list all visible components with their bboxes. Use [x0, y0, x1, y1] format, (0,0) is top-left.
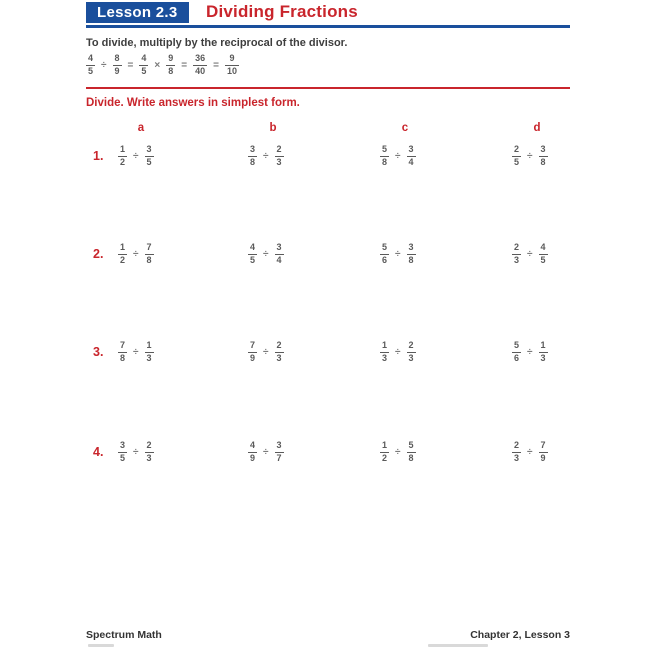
fraction-denominator: 3 [514, 255, 520, 265]
fraction [407, 341, 416, 363]
fraction-denominator: 9 [114, 66, 120, 76]
problem-3c [380, 341, 416, 363]
page-title: Dividing Fractions [206, 2, 358, 21]
problem-2d [512, 243, 548, 265]
fraction-denominator: 9 [250, 453, 256, 463]
fraction-denominator: 7 [276, 453, 282, 463]
fraction [248, 243, 257, 265]
fraction [539, 243, 548, 265]
fraction-denominator: 8 [168, 66, 174, 76]
fraction-numerator: 5 [514, 340, 520, 350]
fraction-numerator: 4 [250, 440, 256, 450]
fraction-denominator: 9 [540, 453, 546, 463]
section-divider [86, 87, 570, 89]
fraction-denominator: 3 [146, 353, 152, 363]
header-divider [86, 25, 570, 28]
fraction [512, 243, 521, 265]
fraction-numerator: 2 [408, 340, 414, 350]
fraction [145, 441, 154, 463]
fraction-denominator: 5 [120, 453, 126, 463]
instruction-text: Divide. Write answers in simplest form. [86, 97, 300, 109]
fraction-numerator: 4 [141, 53, 147, 63]
fraction [118, 441, 127, 463]
fraction-denominator: 5 [514, 157, 520, 167]
operator: ÷ [395, 150, 401, 162]
fraction-numerator: 2 [276, 144, 282, 154]
fraction-denominator: 5 [146, 157, 152, 167]
fraction-denominator: 4 [408, 157, 414, 167]
fraction-numerator: 1 [382, 340, 388, 350]
fraction [512, 341, 521, 363]
problem-4a [118, 441, 154, 463]
fraction-numerator: 7 [250, 340, 256, 350]
fraction-denominator: 3 [540, 353, 546, 363]
fraction [145, 341, 154, 363]
problem-2c [380, 243, 416, 265]
fraction [539, 145, 548, 167]
fraction-denominator: 3 [146, 453, 152, 463]
row-number: 3. [93, 345, 104, 359]
operator: ÷ [133, 346, 139, 358]
operator: ÷ [527, 248, 533, 260]
fraction-denominator: 5 [250, 255, 256, 265]
fraction [118, 341, 127, 363]
fraction [380, 145, 389, 167]
fraction-denominator: 8 [250, 157, 256, 167]
operator: ÷ [263, 346, 269, 358]
fraction-denominator: 8 [382, 157, 388, 167]
operator: ÷ [395, 248, 401, 260]
fraction-denominator: 8 [146, 255, 152, 265]
fraction-numerator: 7 [120, 340, 126, 350]
fraction-denominator: 5 [141, 66, 147, 76]
fraction-denominator: 6 [514, 353, 520, 363]
fraction-numerator: 1 [120, 242, 126, 252]
problem-4d [512, 441, 548, 463]
fraction [275, 441, 284, 463]
intro-text: To divide, multiply by the reciprocal of the divisor. [86, 37, 348, 49]
fraction [275, 341, 284, 363]
operator: ÷ [527, 446, 533, 458]
fraction [166, 54, 175, 76]
footer-chapter-label: Chapter 2, Lesson 3 [470, 629, 570, 641]
fraction-denominator: 8 [408, 255, 414, 265]
fraction [86, 54, 95, 76]
problem-4b [248, 441, 284, 463]
fraction-numerator: 7 [540, 440, 546, 450]
fraction-numerator: 3 [146, 144, 152, 154]
problem-1c [380, 145, 416, 167]
fraction-numerator: 5 [382, 242, 388, 252]
fraction-denominator: 2 [120, 255, 126, 265]
lesson-badge: Lesson 2.3 [86, 2, 189, 23]
fraction [193, 54, 207, 76]
fraction [248, 441, 257, 463]
problem-4c [380, 441, 416, 463]
fraction-numerator: 4 [250, 242, 256, 252]
fraction [380, 243, 389, 265]
fraction [118, 243, 127, 265]
column-header-b: b [269, 122, 277, 134]
fraction-numerator: 1 [120, 144, 126, 154]
fraction-denominator: 3 [276, 353, 282, 363]
operator: = [181, 59, 188, 71]
fraction-numerator: 3 [276, 440, 282, 450]
fraction-denominator: 40 [195, 66, 206, 76]
problem-3d [512, 341, 548, 363]
fraction-numerator: 3 [250, 144, 256, 154]
fraction-numerator: 4 [88, 53, 94, 63]
problem-3b [248, 341, 284, 363]
row-number: 1. [93, 149, 104, 163]
operator: × [154, 59, 161, 71]
fraction [380, 441, 389, 463]
fraction-numerator: 3 [408, 242, 414, 252]
fraction-numerator: 2 [276, 340, 282, 350]
problem-2b [248, 243, 284, 265]
fraction-denominator: 3 [276, 157, 282, 167]
fraction [512, 441, 521, 463]
fraction-denominator: 9 [250, 353, 256, 363]
fraction-denominator: 8 [540, 157, 546, 167]
fraction-denominator: 3 [408, 353, 414, 363]
fraction [275, 145, 284, 167]
example-equation [86, 54, 239, 76]
problem-1b [248, 145, 284, 167]
operator: ÷ [133, 446, 139, 458]
fraction-denominator: 3 [514, 453, 520, 463]
fraction-denominator: 10 [226, 66, 237, 76]
fraction [539, 441, 548, 463]
row-number: 4. [93, 445, 104, 459]
fraction-numerator: 5 [382, 144, 388, 154]
operator: ÷ [527, 346, 533, 358]
fraction-numerator: 1 [146, 340, 152, 350]
problem-3a [118, 341, 154, 363]
operator: ÷ [263, 150, 269, 162]
fraction-numerator: 5 [408, 440, 414, 450]
fraction [248, 341, 257, 363]
fraction-denominator: 6 [382, 255, 388, 265]
fraction-denominator: 5 [540, 255, 546, 265]
fraction [145, 243, 154, 265]
fraction [145, 145, 154, 167]
problem-2a [118, 243, 154, 265]
problem-1a [118, 145, 154, 167]
operator: = [127, 59, 134, 71]
fraction-denominator: 2 [120, 157, 126, 167]
operator: ÷ [133, 248, 139, 260]
fraction-numerator: 2 [514, 242, 520, 252]
fraction-denominator: 3 [382, 353, 388, 363]
footer-book-title: Spectrum Math [86, 629, 162, 641]
fraction [539, 341, 548, 363]
fraction [380, 341, 389, 363]
fraction-denominator: 8 [408, 453, 414, 463]
fraction-denominator: 8 [120, 353, 126, 363]
column-header-d: d [533, 122, 541, 134]
fraction-numerator: 9 [168, 53, 174, 63]
fraction [407, 243, 416, 265]
fraction-denominator: 5 [88, 66, 94, 76]
operator: ÷ [263, 446, 269, 458]
fraction-numerator: 3 [540, 144, 546, 154]
fraction [225, 54, 239, 76]
fraction [139, 54, 148, 76]
operator: ÷ [527, 150, 533, 162]
fraction [248, 145, 257, 167]
operator: ÷ [263, 248, 269, 260]
fraction [512, 145, 521, 167]
row-number: 2. [93, 247, 104, 261]
fraction-numerator: 8 [114, 53, 120, 63]
problem-1d [512, 145, 548, 167]
fraction-numerator: 3 [120, 440, 126, 450]
fraction-denominator: 2 [382, 453, 388, 463]
fraction-numerator: 2 [146, 440, 152, 450]
fraction-numerator: 7 [146, 242, 152, 252]
fraction [275, 243, 284, 265]
operator: = [213, 59, 219, 71]
fraction-numerator: 1 [540, 340, 546, 350]
fraction-numerator: 3 [276, 242, 282, 252]
fraction-numerator: 1 [382, 440, 388, 450]
fraction-numerator: 2 [514, 440, 520, 450]
fraction [113, 54, 122, 76]
fraction [407, 441, 416, 463]
fraction-numerator: 4 [540, 242, 546, 252]
fraction-numerator: 3 [408, 144, 414, 154]
operator: ÷ [395, 346, 401, 358]
operator: ÷ [395, 446, 401, 458]
fraction-numerator: 2 [514, 144, 520, 154]
fraction [407, 145, 416, 167]
column-header-a: a [137, 122, 145, 134]
fraction-numerator: 9 [229, 53, 235, 63]
operator: ÷ [101, 59, 107, 71]
column-header-c: c [401, 122, 409, 134]
fraction [118, 145, 127, 167]
fraction-denominator: 4 [276, 255, 282, 265]
fraction-numerator: 36 [195, 53, 206, 63]
operator: ÷ [133, 150, 139, 162]
